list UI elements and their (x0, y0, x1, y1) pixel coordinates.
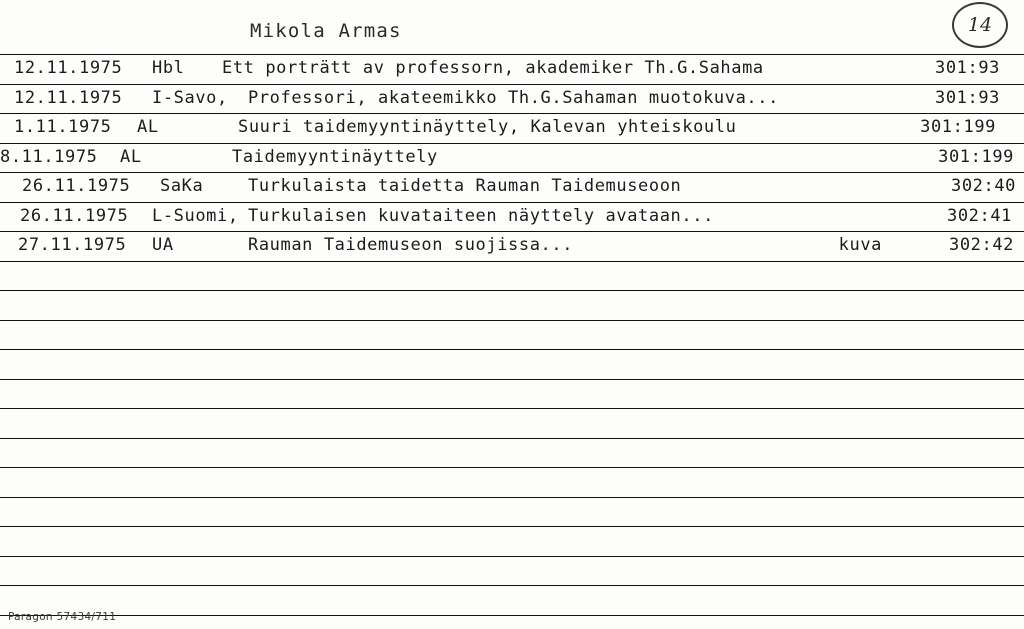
entry-note: kuva (838, 235, 882, 256)
entry-reference: 302:40 (950, 176, 1016, 197)
table-row-blank (0, 497, 1024, 527)
entry-reference: 301:93 (934, 58, 1000, 79)
card-number-badge (952, 2, 1008, 48)
entry-reference: 301:199 (938, 146, 1014, 167)
table-row-blank (0, 261, 1024, 291)
entry-date: 8.11.1975 (0, 146, 98, 167)
table-row-blank (0, 467, 1024, 497)
entry-source: I-Savo, (152, 87, 228, 108)
entry-reference: 302:41 (946, 205, 1012, 226)
card-number-value: 14 (967, 14, 993, 36)
entry-source: SaKa (160, 176, 204, 197)
entry-date: 26.11.1975 (20, 205, 129, 226)
table-row (0, 202, 1024, 232)
entry-reference: 301:93 (934, 87, 1000, 108)
table-row (0, 113, 1024, 143)
entry-title: Rauman Taidemuseon suojissa... (248, 235, 574, 256)
table-row-blank (0, 438, 1024, 468)
table-row-blank (0, 290, 1024, 320)
table-row (0, 143, 1024, 173)
table-row-blank (0, 408, 1024, 438)
entry-source: L-Suomi, (152, 205, 239, 226)
table-row-blank (0, 379, 1024, 409)
table-row (0, 84, 1024, 114)
entry-date: 26.11.1975 (22, 176, 131, 197)
entries-table (0, 54, 1024, 616)
entry-title: Professori, akateemikko Th.G.Sahaman muotokuva... (248, 87, 779, 108)
entry-source: AL (120, 146, 142, 167)
entry-date: 27.11.1975 (18, 235, 127, 256)
table-row (0, 54, 1024, 84)
entry-title: Turkulaisen kuvataiteen näyttely avataan... (248, 205, 714, 226)
entry-title: Ett porträtt av professorn, akademiker Th.G.Sahama (222, 58, 764, 79)
table-bottom-rule (0, 615, 1024, 616)
entry-reference: 302:42 (948, 235, 1014, 256)
printer-mark: Paragon 57434/711 (8, 611, 117, 623)
table-row-blank (0, 585, 1024, 615)
entry-title: Taidemyyntinäyttely (232, 146, 438, 167)
table-row (0, 172, 1024, 202)
card-header (0, 0, 1024, 54)
entry-date: 12.11.1975 (14, 87, 123, 108)
entry-reference: 301:199 (920, 117, 996, 138)
entry-title: Turkulaista taidetta Rauman Taidemuseoon (248, 176, 682, 197)
table-row-blank (0, 556, 1024, 586)
table-row-blank (0, 320, 1024, 350)
entry-source: AL (137, 117, 159, 138)
table-row-blank (0, 526, 1024, 556)
table-row (0, 231, 1024, 261)
entry-title: Suuri taidemyyntinäyttely, Kalevan yhteiskoulu (238, 117, 737, 138)
table-row-blank (0, 349, 1024, 379)
entry-date: 1.11.1975 (14, 117, 112, 138)
entry-source: Hbl (152, 58, 185, 79)
entry-date: 12.11.1975 (14, 58, 123, 79)
entry-source: UA (152, 235, 174, 256)
page-title: Mikola Armas (250, 20, 402, 42)
